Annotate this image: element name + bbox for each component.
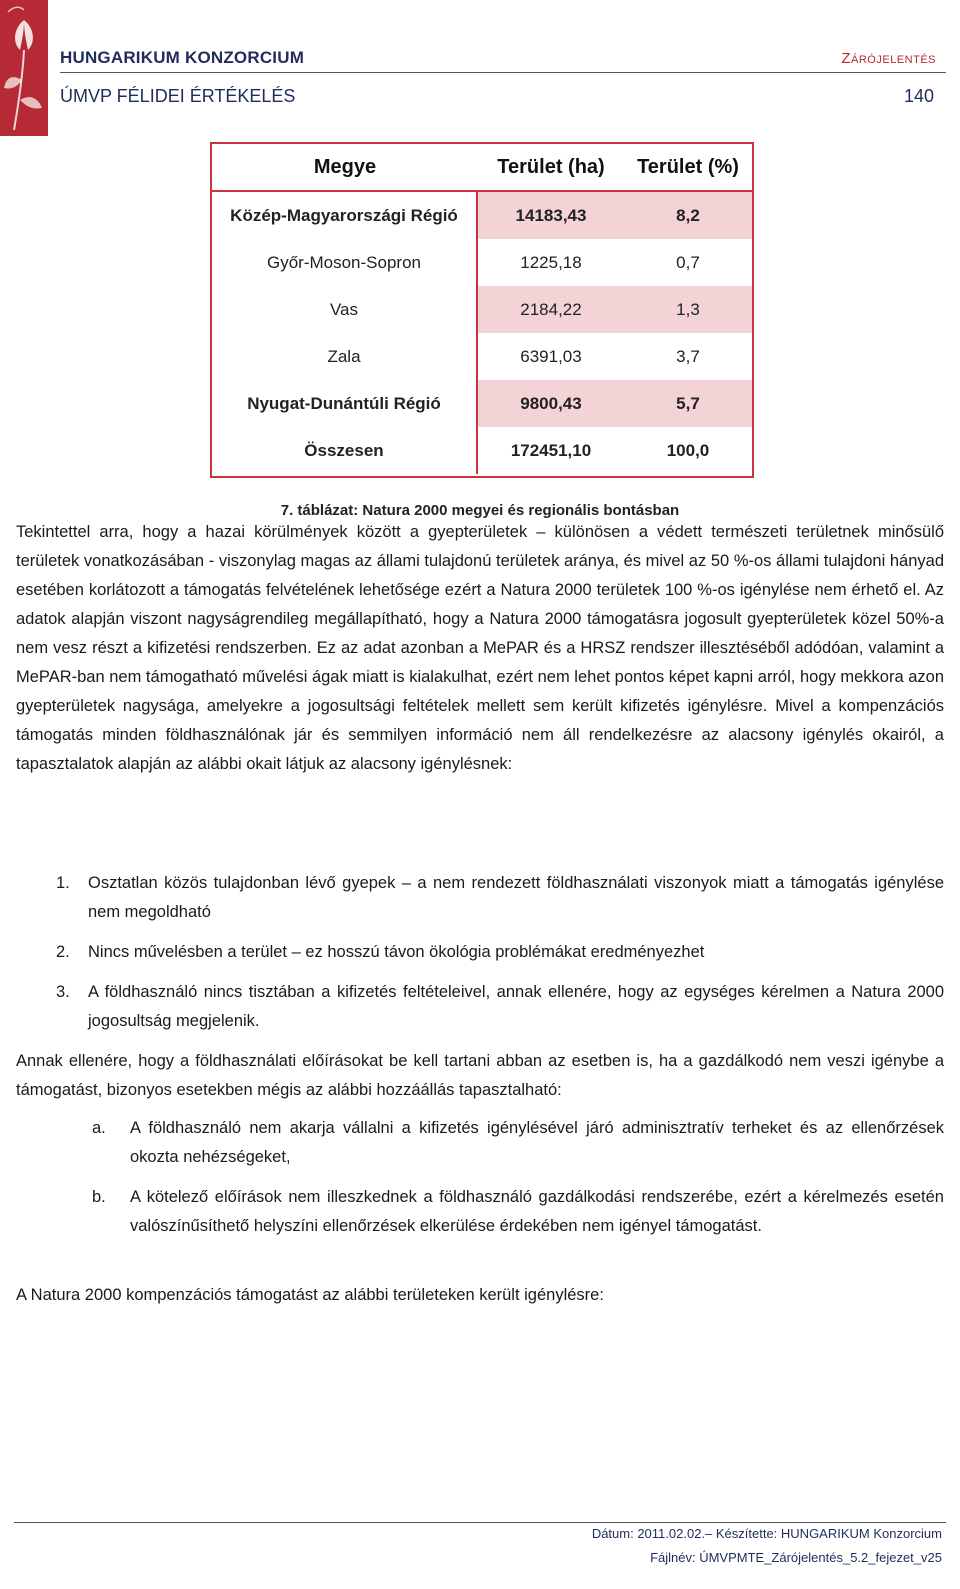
cell-area-ha: 1225,18 <box>520 252 582 272</box>
list-item-text: Nincs művelésben a terület – ez hosszú távon ökológia problémákat eredményezhet <box>88 943 705 961</box>
org-name: HUNGARIKUM KONZORCIUM <box>60 48 305 67</box>
table-row-total <box>212 427 752 474</box>
table-row <box>212 380 752 427</box>
list-item-letter: a. <box>92 1119 106 1137</box>
paragraph-3: A Natura 2000 kompenzációs támogatást az alábbi területeken került igénylésre: <box>16 1286 604 1304</box>
list-item-number: 2. <box>56 943 70 961</box>
page-number: 140 <box>903 86 934 106</box>
cell-area-pct: 100,0 <box>666 440 710 460</box>
cell-county: Győr-Moson-Sopron <box>212 239 478 286</box>
cell-area-ha: 14183,43 <box>478 192 624 239</box>
list-item-number: 1. <box>56 874 70 892</box>
natura-table <box>210 142 754 478</box>
paragraph-2: Annak ellenére, hogy a földhasználati előírásokat be kell tartani abban az esetben is, ha a gazdálkodó nem veszi igénybe a támogatást, bizonyos esetekben mégis az alábbi hozzáállás tapasztalható: <box>16 1052 944 1099</box>
table-caption: 7. táblázat: Natura 2000 megyei és regionális bontásban <box>280 502 680 519</box>
cell-county: Összesen <box>212 427 478 474</box>
cell-area-ha: 9800,43 <box>478 380 624 427</box>
list-item-text: A földhasználó nem akarja vállalni a kifizetés igénylésével járó adminisztratív terheket és az ellenőrzések okozta nehézségeket, <box>130 1119 944 1166</box>
lettered-list <box>92 1114 944 1252</box>
list-item <box>56 938 944 967</box>
cell-area-ha: 2184,22 <box>478 286 624 333</box>
table-row <box>212 286 752 333</box>
list-item <box>92 1183 944 1241</box>
cell-area-pct: 5,7 <box>624 380 752 427</box>
col-header-area-ha: Terület (ha) <box>497 155 605 178</box>
cell-area-pct: 8,2 <box>624 192 752 239</box>
table-header <box>212 144 752 192</box>
cell-area-pct: 0,7 <box>676 252 700 272</box>
cell-county: Zala <box>212 333 478 380</box>
table-row <box>212 192 752 239</box>
list-item-text: A kötelező előírások nem illeszkednek a földhasználó gazdálkodási rendszerébe, ezért a kérelmezés esetén valószínűsíthető helyszíni ellenőrzések elkerülése érdekében nem igényel támogatást. <box>130 1188 944 1235</box>
cell-county: Vas <box>212 286 478 333</box>
table-row <box>212 239 752 286</box>
list-item-text: Osztatlan közös tulajdonban lévő gyepek – a nem rendezett földhasználati viszonyok miatt a támogatás igénylése nem megoldható <box>88 874 944 921</box>
col-header-area-pct: Terület (%) <box>637 155 739 178</box>
cell-area-pct: 1,3 <box>624 286 752 333</box>
header-divider <box>60 72 946 73</box>
paragraph-1: Tekintettel arra, hogy a hazai körülmények között a gyepterületek – különösen a védett természeti területnek minősülő területek vonatkozásában - viszonylag magas az állami tulajdonú területek aránya, és mivel az 50 %-os állami tulajdoni hányad esetében korlátozott a támogatás felvételének lehetősége ezért a Natura 2000 területek 100 %-os igénylése nem érhető el. Az adatok alapján viszont nagyságrendileg megállapítható, hogy a Natura 2000 támogatásra jogosult gyepterületek közel 50%-a nem vesz részt a kifizetési rendszerben. Ez az adat azonban a MePAR és a HRSZ rendszer illesztéséből adódóan, valamint a MePAR-ban nem támogatható művelési ágak miatt is kialakulhat, ezért nem lehet pontos képet kapni arról, hogy mekkora azon gyepterületek nagysága, amelyekre a jogosultsági feltételek mellett sem került kifizetés igénylésre. Mivel a kompenzációs támogatás minden földhasználónak jár és semmilyen információ nem áll rendelkezésre az alacsony igénylés okairól, a tapasztalatok alapján az alábbi okait látjuk az alacsony igénylésnek: <box>16 523 944 773</box>
cell-area-ha: 6391,03 <box>520 346 582 366</box>
document-subtitle: ÚMVP FÉLIDEI ÉRTÉKELÉS <box>60 86 296 106</box>
footer-divider <box>14 1522 946 1523</box>
list-item-letter: b. <box>92 1188 106 1206</box>
logo-bar <box>0 0 48 136</box>
numbered-list <box>56 869 944 1047</box>
cell-area-ha: 172451,10 <box>510 440 592 460</box>
table-row <box>212 333 752 380</box>
list-item-text: A földhasználó nincs tisztában a kifizetés feltételeivel, annak ellenére, hogy az egységes kérelmen a Natura 2000 jogosultság megjelenik. <box>88 983 944 1030</box>
list-item <box>92 1114 944 1172</box>
cell-county: Nyugat-Dunántúli Régió <box>212 380 478 427</box>
tulip-logo-icon <box>0 0 48 136</box>
cell-area-pct: 3,7 <box>676 346 700 366</box>
report-type: Zárójelentés <box>841 50 936 67</box>
footer-date: Dátum: 2011.02.02.– Készítette: HUNGARIKUM Konzorcium <box>591 1526 942 1541</box>
col-header-county: Megye <box>313 155 377 178</box>
list-item <box>56 978 944 1036</box>
cell-county: Közép-Magyarországi Régió <box>212 192 478 239</box>
footer-filename: Fájlnév: ÚMVPMTE_Zárójelentés_5.2_fejezet_v25 <box>650 1550 942 1565</box>
list-item <box>56 869 944 927</box>
list-item-number: 3. <box>56 983 70 1001</box>
